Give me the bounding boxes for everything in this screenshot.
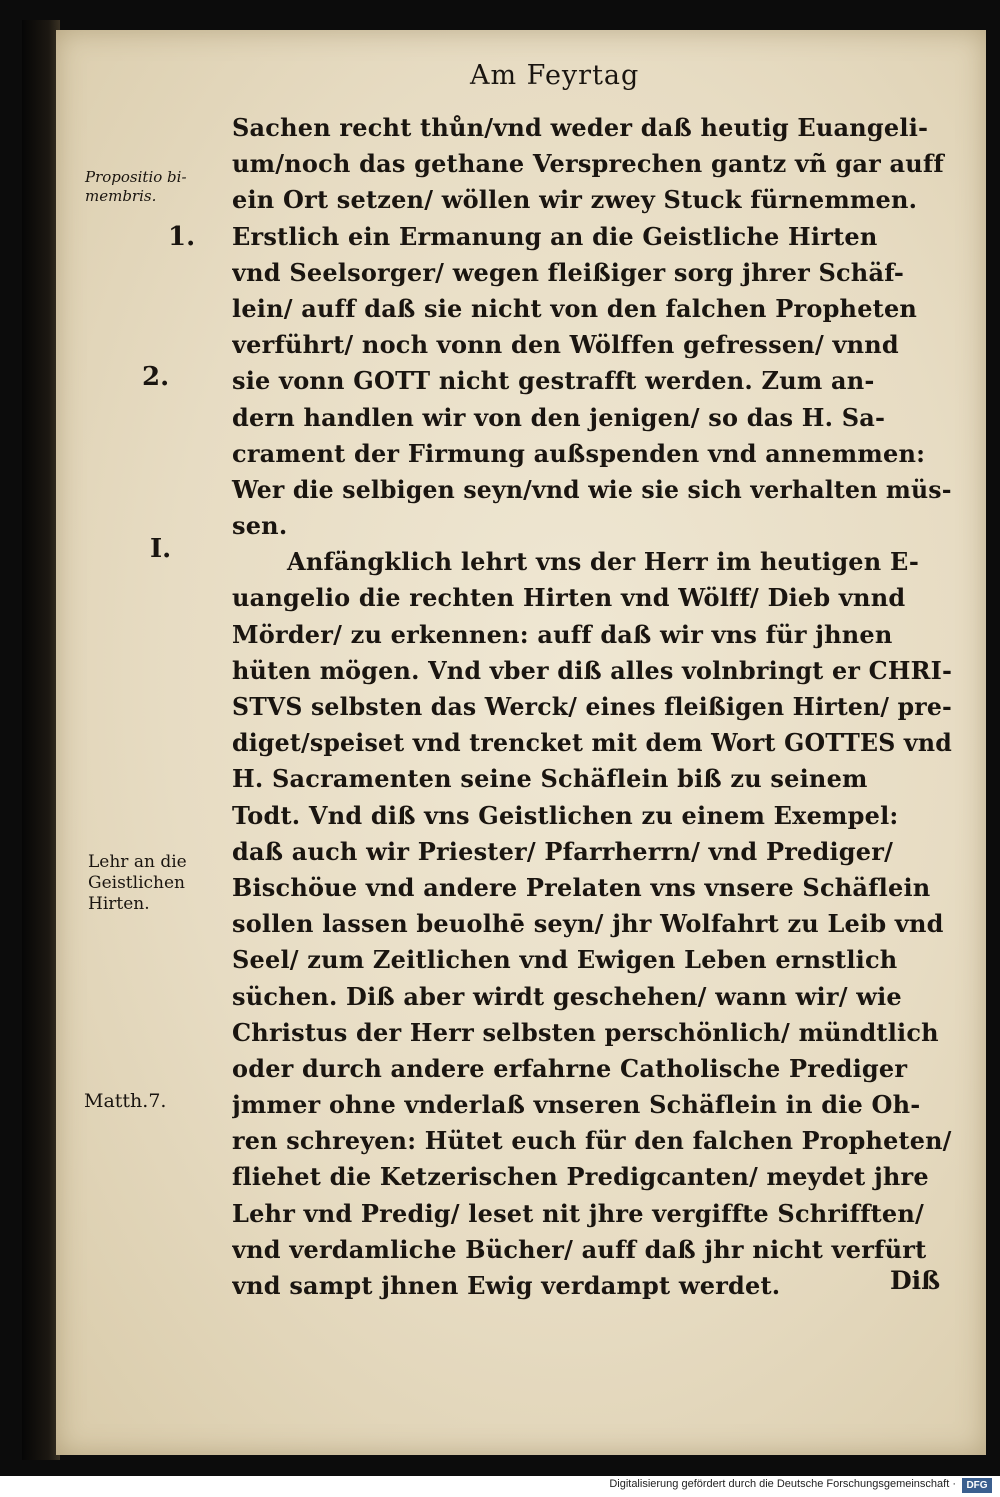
text-line: uangelio die rechten Hirten vnd Wölff/ Dieb vnnd (232, 583, 906, 613)
margin-note-matth: Matth.7. (84, 1090, 167, 1112)
margin-number-roman-1: I. (150, 534, 172, 564)
footer-credit: Digitalisierung gefördert durch die Deutsche Forschungsgemeinschaft · (609, 1478, 956, 1490)
text-line: Mörder/ zu erkennen: auff daß wir vns für jhnen (232, 619, 893, 649)
text-line: jmmer ohne vnderlaß vnseren Schäflein in die Oh- (232, 1090, 921, 1120)
text-line: dern handlen wir von den jenigen/ so das H. Sa- (232, 402, 886, 432)
text-line: crament der Firmung außspenden vnd annemmen: (232, 438, 926, 468)
text-line: um/noch das gethane Versprechen gantz vñ gar auff (232, 149, 944, 179)
text-line: STVS selbsten das Werck/ eines fleißigen Hirten/ pre- (232, 692, 953, 721)
margin-note-propositio: Propositio bi- membris. (85, 168, 187, 205)
text-line: fliehet die Ketzerischen Predigcanten/ meydet jhre (232, 1162, 929, 1192)
book-edge-shadow (22, 20, 60, 1460)
text-line: sie vonn GOTT nicht gestrafft werden. Zum an- (232, 366, 875, 396)
text-line: Christus der Herr selbsten perschönlich/ mündtlich (232, 1017, 939, 1047)
text-line: H. Sacramenten seine Schäflein biß zu seinem (232, 764, 868, 794)
text-line: Todt. Vnd diß vns Geistlichen zu einem Exempel: (232, 800, 899, 830)
text-line: verführt/ noch vonn den Wölffen gefressen/ vnnd (232, 330, 899, 360)
text-line: vnd Seelsorger/ wegen fleißiger sorg jhrer Schäf- (232, 257, 905, 287)
text-line: vnd verdamliche Bücher/ auff daß jhr nicht verfürt (232, 1234, 927, 1264)
text-line: daß auch wir Priester/ Pfarrherrn/ vnd Prediger/ (232, 836, 894, 866)
footer-bar (0, 1476, 1000, 1497)
running-head: Am Feyrtag (470, 60, 640, 91)
text-line: ein Ort setzen/ wöllen wir zwey Stuck fürnemmen. (232, 185, 918, 215)
text-line: Seel/ zum Zeitlichen vnd Ewigen Leben ernstlich (232, 945, 898, 975)
text-line: sollen lassen beuolhē seyn/ jhr Wolfahrt zu Leib vnd (232, 909, 944, 939)
text-line: hüten mögen. Vnd vber diß alles volnbringt er CHRI- (232, 655, 953, 685)
text-line: Anfängklich lehrt vns der Herr im heutigen E- (287, 547, 920, 577)
margin-note-lehr: Lehr an die Geistlichen Hirten. (88, 852, 187, 914)
body-text (232, 110, 952, 1304)
text-line: Sachen recht thůn/vnd weder daß heutig Euangeli- (232, 113, 929, 142)
text-line: süchen. Diß aber wirdt geschehen/ wann wir/ wie (232, 981, 902, 1011)
text-line: ren schreyen: Hütet euch für den falchen Propheten/ (232, 1126, 952, 1156)
text-line: oder durch andere erfahrne Catholische Prediger (232, 1053, 908, 1083)
text-line: lein/ auff daß sie nicht von den falchen Propheten (232, 293, 918, 323)
margin-number-1: 1. (168, 222, 196, 252)
text-line: diget/speiset vnd trencket mit dem Wort GOTTES vnd (232, 728, 952, 758)
text-line: Erstlich ein Ermanung an die Geistliche Hirten (232, 221, 878, 251)
text-line: vnd sampt jhnen Ewig verdampt werdet. (232, 1271, 781, 1300)
text-line: Bischöue vnd andere Prelaten vns vnsere Schäflein (232, 872, 931, 902)
catchword: Diß (890, 1266, 941, 1295)
text-line: sen. (232, 511, 288, 541)
text-line: Wer die selbigen seyn/vnd wie sie sich verhalten müs- (232, 474, 952, 504)
dfg-logo: DFG (962, 1478, 992, 1493)
margin-number-2: 2. (142, 362, 170, 392)
text-line: Lehr vnd Predig/ leset nit jhre vergiffte Schrifften/ (232, 1198, 924, 1228)
